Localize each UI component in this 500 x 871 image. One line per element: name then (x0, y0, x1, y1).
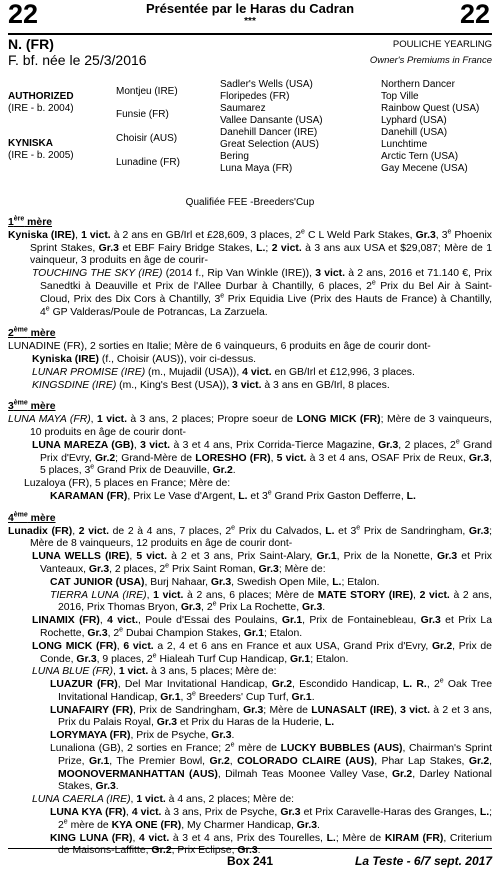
produce-entry: LUNA KYA (FR), 4 vict. à 3 ans, Prix de Psyche, Gr.3 et Prix Caravelle-Haras des Granges, L.; 2e mère de KYA ONE (FR), My Charmer Handicap, Gr.3. (50, 807, 492, 831)
pedigree-g1: Montjeu (IRE) (116, 86, 178, 97)
produce-entry: LUNAFAIRY (FR), Prix de Sandringham, Gr.3; Mère de LUNASALT (IRE), 3 vict. à 2 et 3 ans, Prix du Palais Royal, Gr.3 et Prix du Haras de la Huderie, L. (50, 704, 493, 729)
pedigree-g2: Sadler's Wells (USA) (220, 79, 313, 90)
section-third-dam: 3ème mère (8, 399, 56, 413)
pedigree-g3: Gay Mecene (USA) (381, 163, 468, 174)
pedigree-g2: Great Selection (AUS) (220, 139, 319, 150)
produce-entry: LUNA CAERLA (IRE), 1 vict. à 4 ans, 2 places; Mère de: (32, 794, 295, 806)
bottom-rule (8, 848, 492, 849)
section-first-dam: 1ère mère (8, 215, 53, 228)
produce-entry: CAT JUNIOR (USA), Burj Nahaar, Gr.3, Swedish Open Mile, L.; Etalon. (50, 576, 380, 588)
sire-info: (IRE - b. 2004) (8, 103, 74, 114)
owners-premiums: Owner's Premiums in France (369, 55, 492, 66)
lot-number-right: 22 (459, 0, 490, 29)
pedigree-g2: Floripedes (FR) (220, 91, 290, 102)
produce-entry: LONG MICK (FR), 6 vict. a 2, 4 et 6 ans en France et aux USA, Grand Prix d'Evry, Gr.2, Prix de Conde, Gr.3, 9 places, 2e Hialeah Turf Cup Handicap, Gr.1; Etalon. (32, 640, 492, 665)
produce-entry: KINGSDINE (IRE) (m., King's Best (USA)), 3 vict. à 3 ans en GB/Irl, 8 places. (32, 379, 390, 391)
pedigree-g3: Rainbow Quest (USA) (381, 103, 480, 114)
pedigree-g2: Danehill Dancer (IRE) (220, 127, 318, 138)
produce-entry: Luzaloya (FR), 5 places en France; Mère de: (24, 478, 231, 490)
top-rule (8, 33, 492, 35)
section-second-dam: 2ème mère (8, 326, 56, 340)
pedigree-g3: Northern Dancer (381, 79, 455, 90)
produce-entry: LINAMIX (FR), 4 vict., Poule d'Essai des Poulains, Gr.1, Prix de Fontainebleau, Gr.3 et Prix La Rochette, Gr.3, 2e Dubai Champion Stakes, Gr.1; Etalon. (32, 615, 492, 639)
produce-entry: Lunaliona (GB), 2 sorties en France; 2e mère de LUCKY BUBBLES (AUS), Chairman's Sprint Prize, Gr.1, The Premier Bowl, Gr.2, COLORADO CLAIRE (AUS), Phar Lap Stakes, Gr.2, MOONOVERMANHATTAN (AUS), Dilmah Teas Moonee Valley Vase, Gr.2, Darley National Stakes, Gr.3. (50, 741, 492, 793)
produce-entry: KARAMAN (FR), Prix Le Vase d'Argent, L. et 3e Grand Prix Gaston Defferre, L. (50, 489, 416, 502)
produce-entry: LUNAR PROMISE (IRE) (m., Mujadil (USA)), 4 vict. en GB/Irl et £12,996, 3 places. (32, 366, 415, 378)
pedigree-g1: Choisir (AUS) (116, 133, 178, 144)
lot-number-left: 22 (8, 0, 39, 29)
produce-entry: LUNA WELLS (IRE), 5 vict. à 2 et 3 ans, Prix Saint-Alary, Gr.1, Prix de la Nonette, Gr.3 et Prix Vanteaux, Gr.3, 2 places, 2e Prix Saint Roman, Gr.3; Mère de: (32, 551, 492, 575)
horse-name: N. (FR) (8, 36, 54, 52)
produce-entry: LUNA BLUE (FR), 1 vict. à 3 ans, 5 places; Mère de: (32, 666, 277, 678)
birth-info: F. bf. née le 25/3/2016 (8, 52, 147, 68)
produce-entry: Kyniska (IRE) (f., Choisir (AUS)), voir ci-dessus. (32, 353, 257, 365)
produce-entry: LUNA MAREZA (GB), 3 vict. à 3 et 4 ans, Prix Corrida-Tierce Magazine, Gr.3, 2 places, 2e Grand Prix d'Evry, Gr.2; Grand-Mère de LORESHO (FR), 5 vict. à 3 et 4 ans, OSAF Prix de Reux, Gr.3, 5 places, 3e Grand Prix de Deauville, Gr.2. (32, 438, 493, 477)
produce-entry: TIERRA LUNA (IRE), 1 vict. à 2 ans, 6 places; Mère de MATE STORY (IRE), 2 vict. à 2 ans, 2016, Prix Thomas Bryon, Gr.3, 2e Prix La Rochette, Gr.3. (50, 589, 492, 614)
qualification: Qualifiée FEE -Breeders'Cup (185, 197, 315, 208)
produce-entry: LORYMAYA (FR), Prix de Psyche, Gr.3. (50, 730, 235, 742)
sire-name: AUTHORIZED (8, 91, 74, 102)
produce-entry: LUAZUR (FR), Del Mar Invitational Handicap, Gr.2, Escondido Handicap, L. R., 2e Oak Tree Invitational Handicap, Gr.1, 3e Breeders' Cup Turf, Gr.1. (50, 677, 492, 703)
pedigree-g2: Saumarez (220, 103, 266, 114)
pedigree-g1: Lunadine (FR) (116, 157, 180, 168)
produce-entry: TOUCHING THE SKY (IRE) (2014 f., Rip Van Winkle (IRE)), 3 vict. à 2 ans, 2016 et 71.140 €, Prix Sanedtki à Deauville et Prix de l'Allee Durbar à Chantilly, 6 places, 2e Prix du Bel Air à Saint-Cloud, Prix des Dix Cors à Chantilly, 3e Prix Equidia Live (Prix des Hauts de France) à Chantilly, 4e GP Valderas/Poule de Potrancas, La Zarzuela. (32, 268, 493, 318)
dam-paragraph: Kyniska (IRE), 1 vict. à 2 ans en GB/Irl et £28,609, 3 places, 2e C L Weld Park Stakes, Gr.3, 3e Phoenix Sprint Stakes, Gr.3 et EBF Fairy Bridge Stakes, L.; 2 vict. à 3 ans aux USA et $29,087; Mère de 1 vainqueur, 3 produits en âge de courir- (8, 228, 493, 267)
horse-name-row (8, 36, 492, 52)
box-number: Box 241 (226, 854, 274, 868)
section-fourth-dam: 4ème mère (8, 511, 56, 524)
pedigree-g2: Luna Maya (FR) (220, 163, 293, 174)
dam-paragraph: LUNA MAYA (FR), 1 vict. à 3 ans, 2 places; Propre soeur de LONG MICK (FR); Mère de 3 vainqueurs, 10 produits en âge de courir dont- (8, 414, 492, 438)
birth-row (8, 52, 492, 68)
pedigree-g2: Bering (220, 151, 249, 162)
sale-place-date: La Teste - 6/7 sept. 2017 (355, 854, 492, 868)
dam-info: (IRE - b. 2005) (8, 150, 74, 161)
dam-name: KYNISKA (8, 138, 54, 149)
pedigree-g3: Arctic Tern (USA) (381, 151, 459, 162)
pedigree-g3: Lunchtime (381, 139, 428, 150)
pedigree-g3: Top Ville (381, 91, 419, 102)
pedigree-g3: Lyphard (USA) (381, 115, 447, 126)
pedigree-g1: Funsie (FR) (116, 109, 169, 120)
catalogue-body (8, 208, 492, 858)
filly-type: POULICHE YEARLING (392, 39, 492, 50)
produce-entry: KING LUNA (FR), 4 vict. à 3 et 4 ans, Prix des Tourelles, L.; Mère de KIRAM (FR), Criterium de Maisons-Laffitte, Gr.2, Prix Eclipse, Gr.3. (50, 832, 492, 857)
stars: *** (244, 16, 256, 27)
dam-paragraph: Lunadix (FR), 2 vict. de 2 à 4 ans, 7 places, 2e Prix du Calvados, L. et 3e Prix de Sandringham, Gr.3; Mère de 8 vainqueurs, 12 produits en âge de courir dont- (8, 524, 492, 550)
pedigree-g3: Danehill (USA) (381, 127, 448, 138)
consignor-title: Présentée par le Haras du Cadran (145, 1, 355, 16)
pedigree-g2: Vallee Dansante (USA) (220, 115, 323, 126)
dam-paragraph: LUNADINE (FR), 2 sorties en Italie; Mère de 6 vainqueurs, 6 produits en âge de courir dont- (8, 341, 431, 353)
